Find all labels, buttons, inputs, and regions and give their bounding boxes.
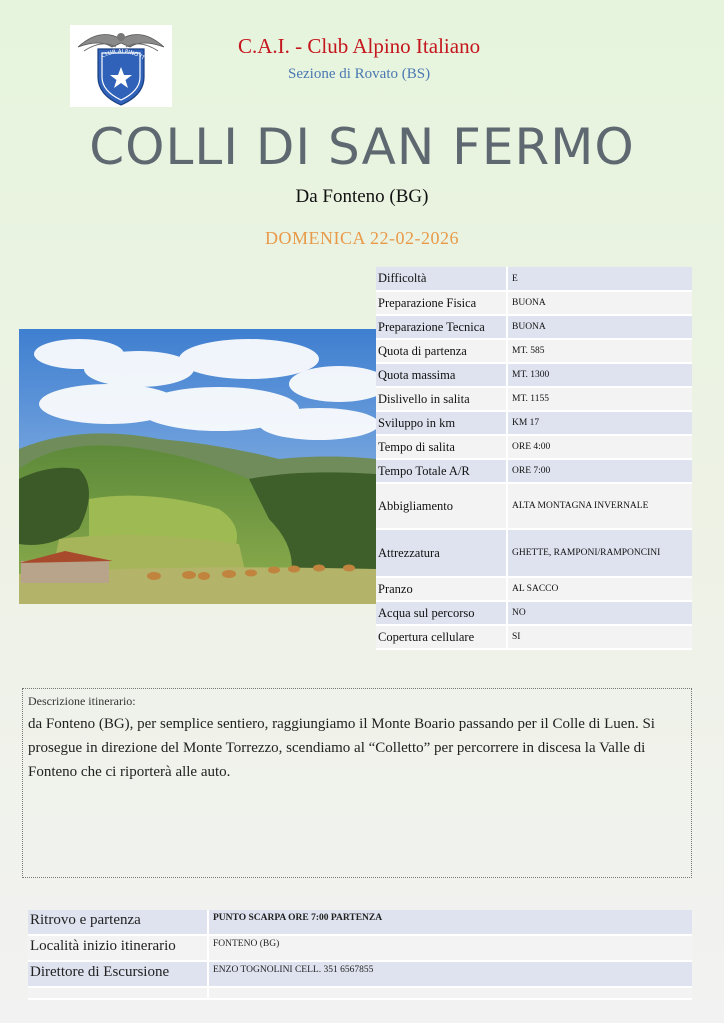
detail-label: Copertura cellulare xyxy=(376,625,507,649)
detail-label: Abbigliamento xyxy=(376,483,507,529)
detail-label: Attrezzatura xyxy=(376,529,507,577)
detail-value: KM 17 xyxy=(507,411,692,435)
detail-label: Tempo di salita xyxy=(376,435,507,459)
table-row xyxy=(376,339,692,363)
event-date: DOMENICA 22-02-2026 xyxy=(265,228,459,248)
org-section: Sezione di Rovato (BS) xyxy=(288,66,431,82)
table-row xyxy=(376,529,692,577)
detail-value: BUONA xyxy=(507,291,692,315)
table-row xyxy=(28,961,692,987)
description-box xyxy=(22,688,692,878)
description-text: da Fonteno (BG), per semplice sentiero, raggiungiamo il Monte Boario passando per il Colle di Luen. Si prosegue in direzione del Monte Torrezzo, scendiamo al “Colletto” per percorrere in discesa la Valle di Fonteno che ci riporterà alle auto. xyxy=(28,716,655,780)
table-row xyxy=(376,363,692,387)
cai-emblem-icon xyxy=(70,25,172,107)
detail-label: Quota massima xyxy=(376,363,507,387)
table-row xyxy=(376,625,692,649)
table-row xyxy=(376,411,692,435)
details-table xyxy=(376,267,692,650)
detail-value: ORE 4:00 xyxy=(507,435,692,459)
org-name: C.A.I. - Club Alpino Italiano xyxy=(238,34,481,58)
table-row xyxy=(28,910,692,935)
logistics-value: PUNTO SCARPA ORE 7:00 PARTENZA xyxy=(208,910,692,935)
detail-label: Preparazione Fisica xyxy=(376,291,507,315)
page-title: COLLI DI SAN FERMO xyxy=(89,118,635,176)
detail-label: Pranzo xyxy=(376,577,507,601)
table-row xyxy=(376,291,692,315)
table-row xyxy=(28,987,692,999)
detail-value: MT. 1155 xyxy=(507,387,692,411)
logistics-value xyxy=(208,987,692,999)
detail-label: Difficoltà xyxy=(376,267,507,291)
detail-value: NO xyxy=(507,601,692,625)
logistics-label: Direttore di Escursione xyxy=(28,961,208,987)
landscape-photo xyxy=(19,329,376,604)
logistics-label xyxy=(28,987,208,999)
detail-value: GHETTE, RAMPONI/RAMPONCINI xyxy=(507,529,692,577)
table-row xyxy=(376,435,692,459)
detail-label: Acqua sul percorso xyxy=(376,601,507,625)
detail-value: MT. 585 xyxy=(507,339,692,363)
detail-label: Tempo Totale A/R xyxy=(376,459,507,483)
detail-value: BUONA xyxy=(507,315,692,339)
detail-value: SI xyxy=(507,625,692,649)
detail-label: Preparazione Tecnica xyxy=(376,315,507,339)
detail-label: Quota di partenza xyxy=(376,339,507,363)
detail-value: E xyxy=(507,267,692,291)
table-row xyxy=(376,459,692,483)
detail-value: ALTA MONTAGNA INVERNALE xyxy=(507,483,692,529)
detail-value: MT. 1300 xyxy=(507,363,692,387)
logistics-value: ENZO TOGNOLINI CELL. 351 6567855 xyxy=(208,961,692,987)
table-row xyxy=(376,601,692,625)
detail-value: ORE 7:00 xyxy=(507,459,692,483)
cai-logo xyxy=(70,25,172,107)
table-row xyxy=(376,315,692,339)
logistics-value: FONTENO (BG) xyxy=(208,935,692,961)
table-row xyxy=(376,387,692,411)
table-row xyxy=(376,577,692,601)
logistics-label: Ritrovo e partenza xyxy=(28,910,208,935)
table-row xyxy=(28,935,692,961)
logo-text: CLUB ALPINO IT xyxy=(100,48,146,62)
logistics-label: Località inizio itinerario xyxy=(28,935,208,961)
detail-label: Dislivello in salita xyxy=(376,387,507,411)
table-row xyxy=(376,483,692,529)
detail-label: Sviluppo in km xyxy=(376,411,507,435)
logistics-table xyxy=(28,910,692,1000)
table-row xyxy=(376,267,692,291)
detail-value: AL SACCO xyxy=(507,577,692,601)
description-label: Descrizione itinerario: xyxy=(28,694,136,708)
page-subtitle: Da Fonteno (BG) xyxy=(295,186,429,207)
